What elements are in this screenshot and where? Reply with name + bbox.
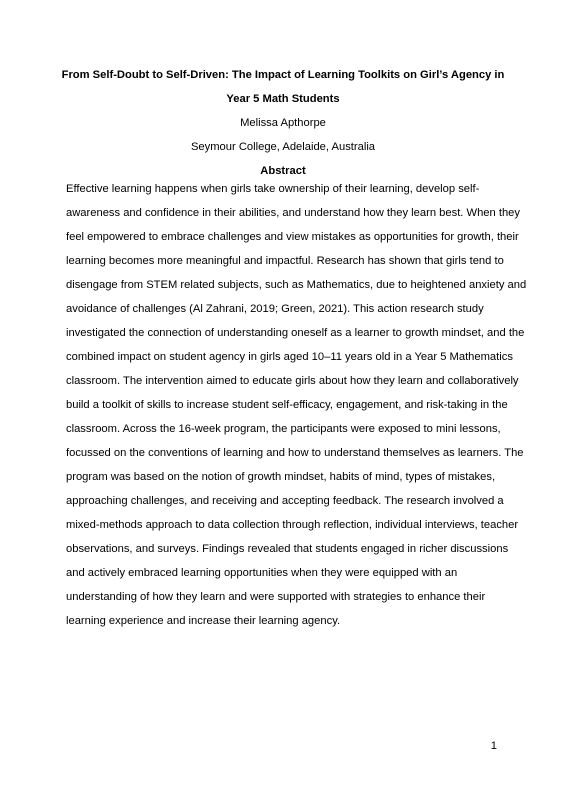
abstract-line: awareness and confidence in their abilities, and understand how they learn best. When they (66, 207, 520, 219)
author-affiliation: Seymour College, Adelaide, Australia (190, 141, 376, 153)
abstract-line: learning becomes more meaningful and impactful. Research has shown that girls tend to (66, 255, 504, 267)
abstract-line: classroom. Across the 16-week program, the participants were exposed to mini lessons, (66, 423, 501, 435)
abstract-line: learning experience and increase their learning agency. (66, 615, 341, 627)
abstract-line: Effective learning happens when girls take ownership of their learning, develop self- (66, 183, 480, 195)
abstract-line: classroom. The intervention aimed to educate girls about how they learn and collaboratively (66, 375, 519, 387)
abstract-line: focussed on the conventions of learning and how to understand themselves as learners. The (66, 447, 524, 459)
abstract-line: approaching challenges, and receiving and accepting feedback. The research involved a (66, 495, 504, 507)
abstract-body (66, 181, 527, 637)
abstract-line: combined impact on student agency in girls aged 10–11 years old in a Year 5 Mathematics (66, 351, 513, 363)
abstract-line: understanding of how they learn and were supported with strategies to enhance their (66, 591, 486, 603)
abstract-line: program was based on the notion of growth mindset, habits of mind, types of mistakes, (66, 471, 496, 483)
abstract-line: mixed-methods approach to data collection through reflection, individual interviews, teacher (66, 519, 519, 531)
abstract-line: and actively embraced learning opportunities when they were equipped with an (66, 567, 458, 579)
page-number: 1 (490, 740, 497, 752)
abstract-line: feel empowered to embrace challenges and view mistakes as opportunities for growth, their (66, 231, 519, 243)
paper-title-line-1: From Self-Doubt to Self-Driven: The Impact of Learning Toolkits on Girl’s Agency in (61, 69, 505, 81)
author-name: Melissa Apthorpe (240, 117, 326, 129)
paper-title-line-2: Year 5 Math Students (226, 93, 340, 105)
abstract-line: build a toolkit of skills to increase student self-efficacy, engagement, and risk-taking in the (66, 399, 508, 411)
abstract-line: observations, and surveys. Findings revealed that students engaged in richer discussions (66, 543, 509, 555)
abstract-line: investigated the connection of understanding oneself as a learner to growth mindset, and the (66, 327, 525, 339)
abstract-heading: Abstract (260, 165, 306, 177)
abstract-line: disengage from STEM related subjects, such as Mathematics, due to heightened anxiety and (66, 279, 527, 291)
abstract-line: avoidance of challenges (Al Zahrani, 2019; Green, 2021). This action research study (66, 303, 484, 315)
